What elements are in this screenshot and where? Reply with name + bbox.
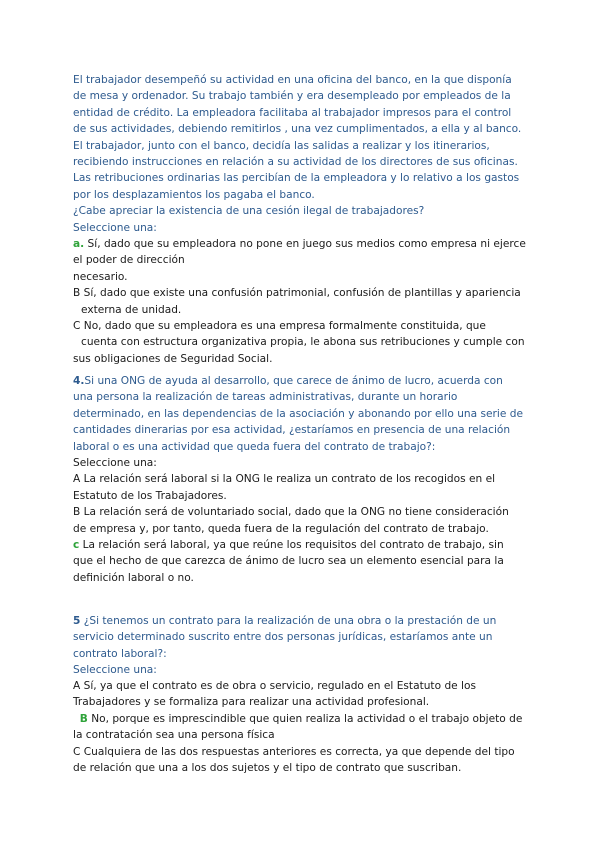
q3-option-a-cont: el poder de dirección [73, 254, 185, 267]
q5-option-a-cont: Trabajadores y se formaliza para realizar una actividad profesional. [73, 696, 430, 709]
q3-paragraph-line: El trabajador, junto con el banco, decidía las salidas a realizar y los itinerarios, [73, 139, 490, 152]
q4-option-a-cont: Estatuto de los Trabajadores. [73, 489, 227, 502]
q5-option-b-text: No, porque es imprescindible que quien realiza la actividad o el trabajo objeto de [87, 712, 523, 725]
q3-paragraph-line: recibiendo instrucciones en relación a su actividad de los directores de sus oficinas. [73, 156, 518, 169]
q3-option-a[interactable] [73, 236, 533, 252]
q5-option-c[interactable]: C Cualquiera de las dos respuestas anteriores es correcta, ya que depende del tipo [73, 745, 515, 758]
q3-paragraph-line: entidad de crédito. La empleadora facilitaba al trabajador impresos para el control [73, 106, 512, 119]
q3-option-a-text: Sí, dado que su empleadora no pone en juego sus medios como empresa ni ejerce [84, 238, 526, 250]
q5-question-line: contrato laboral?: [73, 647, 167, 660]
q5-option-a[interactable]: A Sí, ya que el contrato es de obra o servicio, regulado en el Estatuto de los [73, 680, 476, 692]
q5-option-b-letter: B [79, 712, 88, 725]
q4-option-c-cont: que el hecho de que carezca de ánimo de lucro sea un elemento esencial para la [73, 555, 504, 568]
q3-option-b-cont: externa de unidad. [81, 303, 182, 316]
q5-options [73, 678, 533, 776]
q4-option-b[interactable]: B La relación será de voluntariado social, dado que la ONG no tiene consideración [73, 506, 509, 519]
q4-number: 4. [73, 375, 85, 387]
q3-paragraph-line: Las retribuciones ordinarias las percibían de la empleadora y lo relativo a los gastos [73, 172, 520, 185]
q4-question-line: Si una ONG de ayuda al desarrollo, que carece de ánimo de lucro, acuerda con [84, 375, 503, 387]
q4-question-line: una persona la realización de tareas administrativas, durante un horario [73, 391, 458, 404]
q4-option-b-cont: de empresa y, por tanto, queda fuera de la regulación del contrato de trabajo. [73, 522, 489, 535]
q3-option-c-cont: cuenta con estructura organizativa propia, le abona sus retribuciones y cumple con [81, 336, 525, 349]
q5-question-line: servicio determinado suscrito entre dos personas jurídicas, estaríamos ante un [73, 631, 493, 644]
q4-question-line: determinado, en las dependencias de la asociación y abonando por ello una serie de [73, 407, 523, 420]
q3-paragraph-line: de sus actividades, debiendo remitirlos , una vez cumplimentados, a ella y al banco. [73, 123, 522, 136]
q4-option-c-cont: definición laboral o no. [73, 571, 194, 584]
q3-options [73, 236, 533, 367]
q3-question: ¿Cabe apreciar la existencia de una cesión ilegal de trabajadores? [73, 205, 425, 218]
q3-paragraph-line: por los desplazamientos los pagaba el banco. [73, 188, 315, 201]
q3-paragraph-line: de mesa y ordenador. Su trabajo también y era desempleado por empleados de la [73, 90, 511, 103]
q4-question-line: cantidades dinerarias por esa actividad, ¿estaríamos en presencia de una relación [73, 424, 511, 437]
q4-question [73, 373, 533, 455]
q3-paragraph [73, 72, 533, 236]
q4-option-c-letter: c [73, 539, 80, 552]
q4-option-c[interactable] [73, 537, 533, 553]
q5-option-b-cont: la contratación sea una persona física [73, 729, 275, 742]
q4-option-a[interactable]: A La relación será laboral si la ONG le realiza un contrato de los recogidos en el [73, 473, 496, 486]
q4-select-label: Seleccione una: [73, 457, 157, 469]
q3-option-a-cont: necesario. [73, 270, 128, 283]
q5-question-line: ¿Si tenemos un contrato para la realización de una obra o la prestación de un [80, 615, 497, 627]
q5-select-label: Seleccione una: [73, 664, 157, 677]
q5-option-b[interactable] [73, 711, 533, 727]
q4-option-c-text: La relación será laboral, ya que reúne los requisitos del contrato de trabajo, sin [79, 539, 504, 552]
q5-question [73, 613, 533, 679]
q4-question-line: laboral o es una actividad que queda fuera del contrato de trabajo?: [73, 440, 436, 453]
q3-option-b[interactable]: B Sí, dado que existe una confusión patrimonial, confusión de plantillas y apariencia [73, 287, 521, 300]
q4-options [73, 455, 533, 586]
q3-option-c[interactable]: C No, dado que su empleadora es una empresa formalmente constituida, que [73, 320, 486, 333]
q3-paragraph-line: El trabajador desempeñó su actividad en una oficina del banco, en la que disponía [73, 74, 512, 86]
q3-option-a-letter: a. [73, 238, 85, 250]
q5-option-c-cont: de relación que una a los dos sujetos y el tipo de contrato que suscriban. [73, 762, 462, 775]
q5-number: 5 [73, 615, 81, 627]
q3-option-c-cont: sus obligaciones de Seguridad Social. [73, 352, 273, 365]
q3-select-label: Seleccione una: [73, 221, 157, 234]
